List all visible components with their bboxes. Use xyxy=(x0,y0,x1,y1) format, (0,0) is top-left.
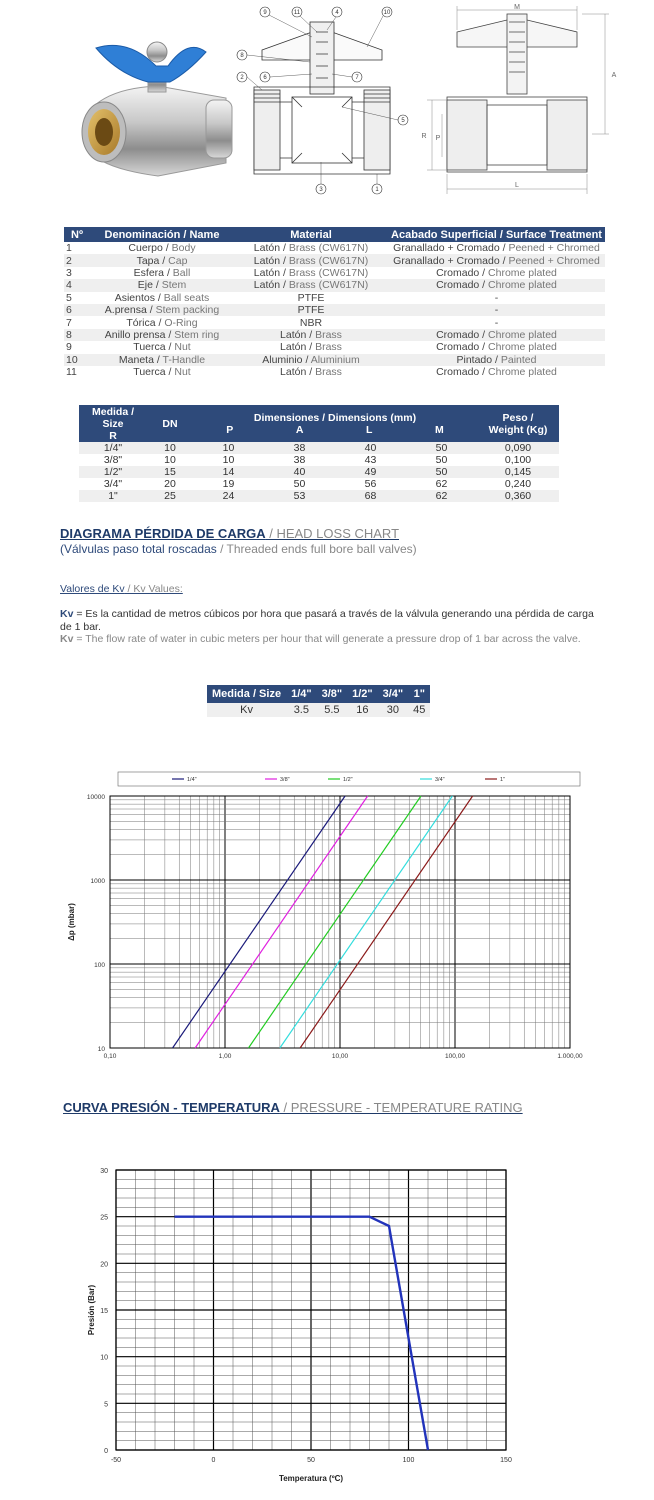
kv-table xyxy=(207,685,430,717)
parts-row xyxy=(64,354,605,366)
callout-6: 6 xyxy=(263,75,267,81)
parts-cell-no: 1 xyxy=(66,242,72,255)
y-tick-label: 10 xyxy=(97,1046,105,1053)
grid xyxy=(110,796,570,1048)
dims-cell-dn: 25 xyxy=(147,490,193,502)
kv-header-value: 3/8" xyxy=(317,685,348,703)
y-tick-label: 30 xyxy=(100,1168,108,1175)
parts-cell-no: 10 xyxy=(64,354,90,366)
parts-cell-name: Tórica / O-Ring xyxy=(126,316,198,329)
dims-cell-size: 1/4" xyxy=(79,442,147,454)
parts-cell-no: 9 xyxy=(66,341,72,354)
y-tick-label: 25 xyxy=(100,1214,108,1222)
kv-row-label: Kv xyxy=(207,703,286,717)
product-photo xyxy=(78,28,240,188)
kv-heading: Valores de Kv / Kv Values: xyxy=(60,583,183,595)
dims-cell-size: 3/8" xyxy=(103,454,123,466)
parts-cell-name: Tapa / Cap xyxy=(90,254,234,266)
x-tick-label: 1.000,00 xyxy=(557,1053,583,1060)
y-tick-label: 15 xyxy=(100,1308,108,1315)
parts-cell-finish: Granallado + Cromado / Peened + Chromed xyxy=(388,254,605,266)
parts-row xyxy=(64,279,605,291)
kv-cell: 16 xyxy=(347,703,378,717)
parts-cell-name: Anillo prensa / Stem ring xyxy=(90,329,234,341)
dims-cell-weight: 0,145 xyxy=(477,466,559,478)
legend-label: 1/4" xyxy=(187,777,197,783)
dims-cell-p: 10 xyxy=(193,442,264,454)
dims-cell-p: 19 xyxy=(222,478,235,490)
parts-cell-material: PTFE xyxy=(297,291,325,304)
dims-row xyxy=(79,454,559,466)
dimensions-table xyxy=(79,405,559,502)
callout-1: 1 xyxy=(375,187,379,193)
parts-cell-material: Latón / Brass (CW617N) xyxy=(234,254,388,266)
y-tick-label: 10 xyxy=(100,1354,108,1362)
parts-row xyxy=(64,366,605,378)
kv-header-value: 1" xyxy=(408,685,430,703)
parts-header-finish: Acabado Superficial / Surface Treatment xyxy=(388,227,605,242)
series-line xyxy=(195,796,368,1048)
parts-cell-name: Eje / Stem xyxy=(90,279,234,291)
parts-cell-name: Esfera / Ball xyxy=(133,266,191,279)
x-tick-label: 0 xyxy=(211,1457,216,1464)
parts-cell-finish: Cromado / Chrome plated xyxy=(388,329,605,341)
dims-row xyxy=(79,478,559,490)
x-tick-label: 150 xyxy=(500,1457,512,1464)
dim-label-a: A xyxy=(611,72,617,79)
parts-cell-finish: Cromado / Chrome plated xyxy=(388,279,605,291)
kv-cell: 3.5 xyxy=(286,703,317,717)
y-tick-label: 1000 xyxy=(90,878,105,885)
y-axis-label: Δp (mbar) xyxy=(67,903,76,941)
x-tick-label: 10,00 xyxy=(331,1053,349,1060)
pt-curve xyxy=(175,1217,429,1450)
parts-cell-finish: Cromado / Chrome plated xyxy=(436,341,557,354)
kv-header-value: 3/4" xyxy=(378,685,409,703)
pressure-temperature-chart xyxy=(80,1160,530,1490)
dims-row xyxy=(79,466,559,478)
parts-cell-finish: - xyxy=(494,291,499,304)
parts-cell-no: 5 xyxy=(66,291,72,304)
parts-cell-finish: Granallado + Cromado / Peened + Chromed xyxy=(393,242,600,255)
dims-cell-a: 38 xyxy=(264,442,335,454)
parts-row xyxy=(64,242,605,254)
parts-cell-name: Tuerca / Nut xyxy=(133,341,191,354)
series-line xyxy=(300,796,473,1048)
kv-cell: 30 xyxy=(378,703,409,717)
parts-cell-finish: - xyxy=(388,304,605,316)
dims-header-dimensions: Dimensiones / Dimensions (mm) P A L M xyxy=(193,405,477,442)
dims-cell-size: 3/4" xyxy=(103,478,123,490)
dims-cell-dn: 15 xyxy=(147,466,193,478)
parts-cell-material: NBR xyxy=(299,316,323,329)
dim-label-l: L xyxy=(515,182,519,189)
parts-cell-no: 7 xyxy=(66,316,72,329)
x-tick-label: 50 xyxy=(307,1457,315,1464)
dims-cell-size: 1/2" xyxy=(79,466,147,478)
parts-cell-finish: Pintado / Painted xyxy=(388,354,605,366)
parts-row xyxy=(64,292,605,304)
parts-cell-name: Maneta / T-Handle xyxy=(90,354,234,366)
dims-cell-size: 1" xyxy=(79,490,147,502)
y-tick-label: 5 xyxy=(104,1401,108,1409)
parts-cell-name: A.prensa / Stem packing xyxy=(90,304,234,316)
dims-cell-m: 62 xyxy=(406,490,477,502)
parts-cell-material: Latón / Brass xyxy=(234,329,388,341)
parts-cell-no: 6 xyxy=(64,304,90,316)
parts-cell-material: Latón / Brass (CW617N) xyxy=(253,266,369,279)
x-tick-label: 100 xyxy=(402,1457,415,1464)
dims-cell-l: 56 xyxy=(364,478,377,490)
legend-label: 3/4" xyxy=(435,777,445,783)
dims-cell-p: 14 xyxy=(193,466,264,478)
legend-label: 3/8" xyxy=(280,777,290,783)
parts-cell-finish: - xyxy=(494,316,499,329)
parts-cell-finish: Cromado / Chrome plated xyxy=(436,266,557,279)
kv-definition-es: Kv = Es la cantidad de metros cúbicos por hora que pasará a través de la válvula generando una pérdida de carga de 1 bar. xyxy=(60,608,594,633)
kv-cell: 45 xyxy=(408,703,430,717)
parts-cell-material: Latón / Brass (CW617N) xyxy=(253,242,369,255)
head-loss-subtitle: (Válvulas paso total roscadas / Threaded ends full bore ball valves) xyxy=(60,542,417,556)
kv-header-value: 1/4" xyxy=(286,685,317,703)
kv-cell: 5.5 xyxy=(317,703,348,717)
callout-2: 2 xyxy=(240,75,244,81)
dims-cell-a: 53 xyxy=(264,490,335,502)
series-line xyxy=(173,796,345,1048)
kv-header-size: Medida / Size xyxy=(207,685,286,703)
parts-row xyxy=(64,267,605,279)
dims-cell-dn: 10 xyxy=(164,454,176,466)
dims-cell-dn: 20 xyxy=(164,478,176,490)
callout-9: 9 xyxy=(263,10,267,16)
callout-10: 10 xyxy=(383,10,391,16)
dims-cell-weight: 0,360 xyxy=(477,490,559,502)
dims-cell-a: 40 xyxy=(264,466,335,478)
dims-cell-m: 50 xyxy=(406,442,477,454)
dims-cell-m: 50 xyxy=(406,466,477,478)
dims-cell-l: 40 xyxy=(335,442,406,454)
y-tick-label: 0 xyxy=(104,1448,108,1455)
parts-cell-no: 11 xyxy=(66,366,77,379)
parts-header-material: Material xyxy=(234,227,388,242)
parts-cell-finish: Cromado / Chrome plated xyxy=(436,366,557,379)
dims-cell-weight: 0,100 xyxy=(504,454,532,466)
dims-header-size: Medida / Size R xyxy=(79,405,147,442)
section-drawing xyxy=(232,2,412,197)
grid xyxy=(116,1170,506,1450)
parts-cell-no: 8 xyxy=(64,329,90,341)
kv-header-value: 1/2" xyxy=(347,685,378,703)
parts-cell-material: PTFE xyxy=(234,304,388,316)
y-tick-label: 20 xyxy=(100,1261,108,1269)
dims-cell-dn: 10 xyxy=(147,442,193,454)
parts-cell-no: 3 xyxy=(66,266,72,279)
callout-5: 5 xyxy=(401,118,405,124)
x-tick-label: 100,00 xyxy=(445,1053,465,1060)
parts-cell-material: Latón / Brass xyxy=(280,366,342,379)
parts-row xyxy=(64,304,605,316)
parts-row xyxy=(64,329,605,341)
dims-cell-a: 38 xyxy=(293,454,306,466)
y-axis-label: Presión (Bar) xyxy=(87,1284,96,1336)
dims-row xyxy=(79,490,559,502)
dims-header-dn: DN xyxy=(147,405,193,442)
x-tick-label: 0,10 xyxy=(103,1053,117,1060)
callout-3: 3 xyxy=(319,187,323,193)
parts-cell-material: Latón / Brass xyxy=(280,341,342,354)
dim-label-m: M xyxy=(514,4,520,11)
parts-header-name: Denominación / Name xyxy=(90,227,234,242)
series-line xyxy=(280,796,453,1048)
parts-cell-name: Asientos / Ball seats xyxy=(114,291,210,304)
parts-cell-no: 2 xyxy=(64,254,90,266)
callout-4: 4 xyxy=(335,10,339,16)
parts-cell-no: 4 xyxy=(64,279,90,291)
dims-cell-weight: 0,090 xyxy=(477,442,559,454)
dims-cell-l: 68 xyxy=(335,490,406,502)
parts-table xyxy=(64,227,605,378)
x-tick-label: -50 xyxy=(110,1457,122,1464)
dim-label-p: P xyxy=(435,135,441,142)
dims-cell-l: 43 xyxy=(364,454,377,466)
x-tick-label: 1,00 xyxy=(218,1053,232,1060)
y-tick-label: 100 xyxy=(94,962,105,969)
y-tick-label: 10000 xyxy=(86,794,105,801)
dims-cell-p: 24 xyxy=(193,490,264,502)
dims-row xyxy=(79,442,559,454)
parts-cell-material: Aluminio / Aluminium xyxy=(234,354,388,366)
parts-cell-material: Latón / Brass (CW617N) xyxy=(234,279,388,291)
dims-cell-weight: 0,240 xyxy=(504,478,532,490)
dims-cell-m: 50 xyxy=(435,454,448,466)
parts-row xyxy=(64,254,605,266)
head-loss-chart xyxy=(60,768,600,1068)
dimension-drawing xyxy=(412,2,622,197)
dims-header-weight: Peso / Weight (Kg) xyxy=(477,405,559,442)
dims-cell-l: 49 xyxy=(335,466,406,478)
legend-label: 1" xyxy=(500,777,506,783)
parts-header-no: Nº xyxy=(64,227,90,242)
callout-11: 11 xyxy=(293,10,301,16)
pt-title: CURVA PRESIÓN - TEMPERATURA / PRESSURE - TEMPERATURE RATING xyxy=(63,1100,523,1115)
legend-label: 1/2" xyxy=(343,777,353,783)
callout-7: 7 xyxy=(355,75,359,81)
callout-8: 8 xyxy=(240,53,244,59)
parts-row xyxy=(64,341,605,353)
dim-label-r: R xyxy=(421,133,427,140)
dims-cell-m: 62 xyxy=(435,478,448,490)
parts-cell-name: Tuerca / Nut xyxy=(133,366,191,379)
kv-definition-en: Kv = The flow rate of water in cubic meters per hour that will generate a pressure drop of 1 bar across the valve. xyxy=(60,633,581,645)
x-axis-label: Temperatura (ºC) xyxy=(278,1474,344,1483)
dims-cell-p: 10 xyxy=(222,454,235,466)
head-loss-title: DIAGRAMA PÉRDIDA DE CARGA / HEAD LOSS CHART xyxy=(60,526,400,541)
dims-cell-a: 50 xyxy=(293,478,306,490)
parts-cell-name: Cuerpo / Body xyxy=(128,242,196,255)
parts-row xyxy=(64,316,605,328)
